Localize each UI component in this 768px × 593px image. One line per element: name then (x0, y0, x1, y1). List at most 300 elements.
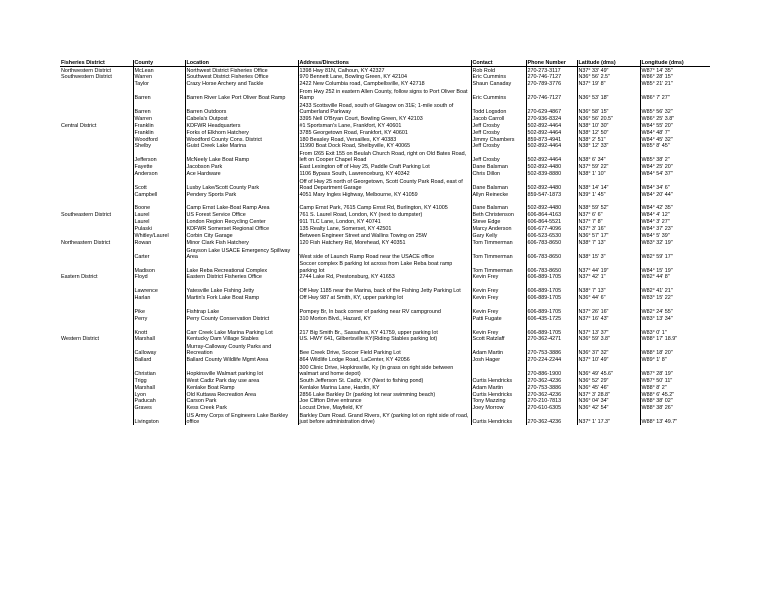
phone-cell: 606-435-1725 (526, 315, 577, 322)
location-cell: Grayson Lake USACE Emergency Spillway Area (185, 246, 298, 260)
address-cell (298, 322, 471, 329)
phone-cell (526, 301, 577, 308)
address-cell: US. HWY 641, Gilbertsville KY(Riding Stables parking lot) (298, 336, 471, 343)
longitude-cell: W85° 8' 45" (641, 143, 670, 150)
table-row (60, 343, 710, 357)
contact-cell: Dane Balsman (471, 163, 526, 170)
latitude-cell: N37° 13' 37" (577, 329, 640, 336)
location-cell: Northwest District Fisheries Office (185, 67, 298, 74)
latitude-cell: N36° 04' 34" (577, 398, 640, 405)
location-cell: KDFWR Somerset Regional Office (185, 225, 298, 232)
phone-cell: 270-362-4236 (526, 412, 577, 426)
table-row (60, 329, 710, 336)
phone-cell: 270-629-4867 (526, 101, 577, 115)
location-cell: Barren River Lake Port Oliver Boat Ramp (185, 88, 298, 102)
district-cell (60, 322, 133, 329)
county-cell: Graves (133, 405, 185, 412)
latitude-cell: N38° 10' 30" (577, 122, 640, 129)
district-cell: Southeastern District (60, 212, 133, 219)
longitude-cell: W83° 15' 22" (641, 295, 673, 302)
longitude-cell: W88° 38' 26" (641, 405, 673, 412)
address-cell: 2422 New Columbia road, Campbellsville, KY 42718 (298, 81, 471, 88)
longitude-cell: W84° 37' 23" (641, 226, 673, 233)
phone-cell: 606-523-6530 (526, 232, 577, 239)
latitude-cell: N36° 44' 6" (577, 294, 640, 301)
district-cell (60, 294, 133, 301)
location-cell: Camp Ernst Lake-Boat Ramp Area (185, 198, 298, 212)
district-cell (60, 398, 133, 405)
district-cell: Northwestern District (60, 67, 133, 74)
county-cell: Whitley/Laurel (133, 232, 185, 239)
county-cell: Franklin (133, 122, 185, 129)
longitude-cell: W88° 13' 49.7" (641, 419, 678, 426)
longitude-cell: W82° 24' 55" (641, 308, 673, 315)
county-cell: Franklin (133, 129, 185, 136)
contact-cell: Jimmy Chambers (471, 136, 526, 143)
county-cell: Anderson (133, 170, 185, 177)
latitude-cell: N39° 1' 45" (577, 191, 640, 198)
longitude-cell: W84° 45' 32" (641, 136, 673, 143)
district-cell (60, 143, 133, 150)
phone-cell: 606-864-5521 (526, 219, 577, 226)
phone-cell: 270-746-7127 (526, 74, 577, 81)
longitude-cell: W84° 34' 6" (641, 184, 670, 191)
contact-cell: Rob Rold (471, 67, 526, 74)
table-row (60, 315, 710, 322)
latitude-cell: N37° 16' 43" (577, 315, 640, 322)
district-cell: Eastern District (60, 274, 133, 281)
spacer-row (60, 301, 710, 308)
contact-cell: Scott Ratzlaff (471, 336, 526, 343)
district-cell (60, 315, 133, 322)
longitude-cell: W82° 44' 8" (641, 274, 670, 281)
district-cell (60, 384, 133, 391)
phone-cell: 270-273-3117 (526, 67, 577, 74)
location-cell (185, 301, 298, 308)
county-cell: Fayette (133, 163, 185, 170)
contact-cell: Tom Timmerman (471, 239, 526, 246)
phone-cell: 270-936-8324 (526, 115, 577, 122)
contact-cell: Gary Kelly (471, 232, 526, 239)
county-cell (133, 301, 185, 308)
district-cell (60, 356, 133, 363)
location-cell: Lusby Lake/Scott County Park (185, 177, 298, 191)
county-cell: Carter (133, 246, 185, 260)
longitude-cell: W83° 0' 1" (641, 329, 667, 336)
district-cell (60, 308, 133, 315)
county-cell: Lawrence (133, 281, 185, 295)
longitude-cell: W89° 1' 8" (641, 357, 667, 364)
contact-cell: Jeff Crosby (471, 150, 526, 164)
contact-cell: Eric Cummins (471, 74, 526, 81)
longitude-cell: W84° 15' 19" (641, 267, 673, 274)
table-row (60, 336, 710, 343)
address-cell: 310 Morton Blvd., Hazard, KY (298, 315, 471, 322)
phone-cell: 270-362-4236 (526, 377, 577, 384)
district-cell (60, 232, 133, 239)
address-cell (298, 301, 471, 308)
latitude-cell: N37° 33' 49" (577, 67, 640, 74)
address-cell: Between Engineer Street and Wallins Towing on 25W (298, 232, 471, 239)
location-cell (185, 322, 298, 329)
location-cell: McNeely Lake Boat Ramp (185, 150, 298, 164)
address-cell: 4051 Mary Ingles Highway, Melbourne, KY 41059 (298, 191, 471, 198)
address-cell: 135 Realty Lane, Somerset, KY 42501 (298, 225, 471, 232)
location-cell: Barren Outdoors (185, 101, 298, 115)
latitude-cell: N37° 1' 17.3" (577, 412, 640, 426)
longitude-cell (640, 301, 710, 308)
district-cell: Western District (60, 336, 133, 343)
table-row (60, 239, 710, 246)
phone-cell: 606-677-4096 (526, 225, 577, 232)
county-cell: Rowan (133, 239, 185, 246)
contact-cell: Kevin Frey (471, 329, 526, 336)
county-cell: Barren (133, 88, 185, 102)
header-cell: Address/Directions (298, 60, 471, 67)
table-row (60, 67, 710, 74)
county-cell: Jefferson (133, 150, 185, 164)
location-cell: Fishtrap Lake (185, 308, 298, 315)
location-cell: Crazy Horse Archery and Tackle (185, 81, 298, 88)
phone-cell: 270-753-3886 (526, 384, 577, 391)
table-row (60, 191, 710, 198)
location-cell: Carson Park (185, 398, 298, 405)
table-row (60, 143, 710, 150)
district-cell (60, 115, 133, 122)
address-cell: 11990 Boat Dock Road, Shelbyville, KY 40065 (298, 143, 471, 150)
table-row (60, 412, 710, 426)
county-cell: Trigg (133, 377, 185, 384)
address-cell: Off Hwy 987 at Smith, KY, upper parking lot (298, 294, 471, 301)
latitude-cell: N38° 15' 3" (577, 246, 640, 260)
latitude-cell: N37° 3' 16" (577, 225, 640, 232)
address-cell: 761 S. Laurel Road, London, KY (next to dumpster) (298, 212, 471, 219)
latitude-cell: N37° 59' 22" (577, 163, 640, 170)
address-cell: 1106 Bypass South, Lawrenceburg, KY 40342 (298, 170, 471, 177)
district-cell (60, 177, 133, 191)
location-cell: Forks of Elkhorn Hatchery (185, 129, 298, 136)
location-cell: Kentucky Dam Village Stables (185, 336, 298, 343)
county-cell: Marshall (133, 384, 185, 391)
location-cell: KDFWR Headquarters (185, 122, 298, 129)
header-cell: Latitude (dms) (577, 60, 640, 67)
location-cell: Woodford County Cons. District (185, 136, 298, 143)
longitude-cell: W88° 18' 20" (641, 350, 673, 357)
longitude-cell: W85° 38' 2" (641, 157, 670, 164)
table-row (60, 308, 710, 315)
location-cell: Ballard County Wildlife Mgmt Area (185, 356, 298, 363)
phone-cell: 502-892-4464 (526, 122, 577, 129)
contact-cell: Steve Edge (471, 219, 526, 226)
spacer-row (60, 322, 710, 329)
contact-cell: Dane Balsman (471, 177, 526, 191)
phone-cell: 606-889-1705 (526, 294, 577, 301)
latitude-cell: N36° 49' 45.6" (577, 363, 640, 377)
address-cell: Locust Drive, Mayfield, KY (298, 405, 471, 412)
header-cell: Longitude (dms) (640, 60, 710, 67)
table-row (60, 391, 710, 398)
district-cell (60, 281, 133, 295)
district-cell: Central District (60, 122, 133, 129)
contact-cell: Jeff Crosby (471, 122, 526, 129)
county-cell: Paducah (133, 398, 185, 405)
longitude-cell: W84° 3' 27" (641, 219, 670, 226)
district-cell (60, 198, 133, 212)
table-row (60, 129, 710, 136)
table-row (60, 356, 710, 363)
table-row (60, 363, 710, 377)
phone-cell: 270-746-7127 (526, 88, 577, 102)
phone-cell: 606-889-1705 (526, 274, 577, 281)
county-cell: Pike (133, 308, 185, 315)
location-cell: Eastern District Fisheries Office (185, 274, 298, 281)
district-cell (60, 88, 133, 102)
location-cell: US Forest Service Office (185, 212, 298, 219)
address-cell: Pompey Br, In back corner of parking near RV campground (298, 308, 471, 315)
contact-cell: Jeff Crosby (471, 129, 526, 136)
longitude-cell: W82° 59' 17" (641, 253, 673, 260)
county-cell: Taylor (133, 81, 185, 88)
latitude-cell: N36° 52' 29" (577, 377, 640, 384)
phone-cell: 270-886-1900 (526, 363, 577, 377)
address-cell: 3395 Nell O'Bryan Court, Bowling Green, KY 42103 (298, 115, 471, 122)
location-cell: Carr Creek Lake Marina Parking Lot (185, 329, 298, 336)
district-cell (60, 391, 133, 398)
longitude-cell: W84° 42' 35" (641, 205, 673, 212)
county-cell: Shelby (133, 143, 185, 150)
longitude-cell: W84° 5' 39" (641, 233, 670, 240)
county-cell: Pulaski (133, 225, 185, 232)
longitude-cell: W84° 25' 20" (641, 164, 673, 171)
county-cell: Woodford (133, 136, 185, 143)
phone-cell: 502-892-4464 (526, 150, 577, 164)
latitude-cell: N38° 7' 13" (577, 239, 640, 246)
latitude-cell: N37° 26' 16" (577, 308, 640, 315)
contact-cell: Tom Timmerman (471, 246, 526, 260)
table-row (60, 274, 710, 281)
district-cell (60, 191, 133, 198)
district-cell (60, 260, 133, 274)
longitude-cell: W86° 7' 27" (641, 95, 670, 102)
contact-cell: Tony Mazzing (471, 398, 526, 405)
phone-cell: 859-873-4941 (526, 136, 577, 143)
phone-cell: 606-889-1705 (526, 329, 577, 336)
contact-cell (471, 363, 526, 377)
address-cell: 3785 Georgetown Road, Frankfort, KY 40601 (298, 129, 471, 136)
longitude-cell: W82° 41' 21" (641, 288, 673, 295)
address-cell: South Jefferson St. Cadiz, KY (Next to fishing pond) (298, 377, 471, 384)
latitude-cell: N36° 57' 17" (577, 232, 640, 239)
latitude-cell: N38° 7' 13" (577, 281, 640, 295)
contact-cell: Dane Balsman (471, 198, 526, 212)
county-cell: Perry (133, 315, 185, 322)
county-cell: McLean (133, 67, 185, 74)
address-cell: 911 TLC Lane, London, KY 40741 (298, 219, 471, 226)
longitude-cell: W87° 50' 11" (641, 377, 673, 384)
contact-cell (471, 322, 526, 329)
district-cell (60, 101, 133, 115)
table-row (60, 122, 710, 129)
latitude-cell: N38° 12' 33" (577, 143, 640, 150)
address-cell: Kenlake Marina Lane, Hardin, KY (298, 384, 471, 391)
location-cell: Kess Creek Park (185, 405, 298, 412)
district-cell (60, 363, 133, 377)
county-cell: Lyon (133, 391, 185, 398)
contact-cell: Curtis Hendricks (471, 377, 526, 384)
contact-cell: Patti Fugate (471, 315, 526, 322)
latitude-cell: N38° 59' 52" (577, 198, 640, 212)
latitude-cell: N37° 6' 6" (577, 212, 640, 219)
contact-cell: Kevin Frey (471, 308, 526, 315)
latitude-cell: N36° 53' 18" (577, 88, 640, 102)
longitude-cell: W84° 4' 12" (641, 212, 670, 219)
table-row (60, 219, 710, 226)
longitude-cell: W85° 56' 32" (641, 108, 673, 115)
latitude-cell: N36° 37' 32" (577, 343, 640, 357)
county-cell: Laurel (133, 219, 185, 226)
table-row (60, 115, 710, 122)
latitude-cell: N37° 3' 28.8" (577, 391, 640, 398)
location-cell: Guist Creek Lake Marina (185, 143, 298, 150)
location-cell: Old Kuttawa Recreation Area (185, 391, 298, 398)
table-row (60, 384, 710, 391)
contact-cell: Eric Cummins (471, 88, 526, 102)
county-cell: Livingston (133, 412, 185, 426)
location-cell: Jacobson Park (185, 163, 298, 170)
district-cell (60, 136, 133, 143)
address-cell: Joe Clifton Drive entrance (298, 398, 471, 405)
latitude-cell: N38° 6' 34" (577, 150, 640, 164)
district-cell (60, 246, 133, 260)
contact-cell: Allyn Reinecke (471, 191, 526, 198)
county-cell: Harlan (133, 294, 185, 301)
location-cell: West Cadiz Park day use area (185, 377, 298, 384)
latitude-cell: N38° 12' 50" (577, 129, 640, 136)
address-cell: 180 Beasley Road, Versailles, KY 40383 (298, 136, 471, 143)
district-cell (60, 81, 133, 88)
latitude-cell: N36° 59' 3.8" (577, 336, 640, 343)
table-row (60, 81, 710, 88)
location-cell: Martin's Fork Lake Boat Ramp (185, 294, 298, 301)
county-cell: Boone (133, 198, 185, 212)
phone-cell: 270-610-6305 (526, 405, 577, 412)
location-cell: Murray-Calloway County Parks and Recreation (185, 343, 298, 357)
location-cell: Pendery Sports Park (185, 191, 298, 198)
contact-cell: Tom Timmerman (471, 260, 526, 274)
latitude-cell: N36° 56' 2.5" (577, 74, 640, 81)
district-cell (60, 150, 133, 164)
longitude-cell: W85° 21' 21" (641, 81, 673, 88)
table-row (60, 74, 710, 81)
table-row (60, 281, 710, 295)
district-cell (60, 225, 133, 232)
latitude-cell: N37° 44' 19" (577, 260, 640, 274)
table-row (60, 198, 710, 212)
district-cell: Northeastern District (60, 239, 133, 246)
latitude-cell: N38° 1' 10" (577, 170, 640, 177)
phone-cell: 270-753-3886 (526, 343, 577, 357)
table-row (60, 225, 710, 232)
phone-cell: 606-889-1705 (526, 308, 577, 315)
district-cell (60, 219, 133, 226)
address-cell: 2744 Lake Rd, Prestonsburg, KY 41653 (298, 274, 471, 281)
district-cell (60, 329, 133, 336)
address-cell: 1398 Hwy 81N, Calhoun, KY 42327 (298, 67, 471, 74)
address-cell: Soccer complex B parking lot across from Lake Reba boat ramp parking lot (298, 260, 471, 274)
longitude-cell: W84° 54' 37" (641, 170, 673, 177)
district-cell (60, 163, 133, 170)
location-cell: Perry County Conservation District (185, 315, 298, 322)
header-cell: Contact (471, 60, 526, 67)
address-cell: Camp Ernst Park, 7615 Camp Ernst Rd, Burlington, KY 41005 (298, 198, 471, 212)
latitude-cell: N38° 2' 51" (577, 136, 640, 143)
county-cell: Scott (133, 177, 185, 191)
phone-cell: 270-210-7813 (526, 398, 577, 405)
address-cell: East Lexington off of Hwy 25, Paddle Craft Parking Lot (298, 163, 471, 170)
location-cell: Southwest District Fisheries Office (185, 74, 298, 81)
longitude-cell: W83° 13' 34" (641, 315, 673, 322)
location-cell: London Region Recycling Center (185, 219, 298, 226)
table-row (60, 101, 710, 115)
address-cell: 300 Clinic Drive, Hopkinsville, Ky (in grass on right side between walmart and home depot) (298, 363, 471, 377)
contact-cell: Todd Logsdon (471, 101, 526, 115)
contact-cell: Kevin Frey (471, 274, 526, 281)
phone-cell: 859-547-1873 (526, 191, 577, 198)
county-cell: Floyd (133, 274, 185, 281)
contact-cell: Adam Martin (471, 384, 526, 391)
longitude-cell: W86° 25' 3.8" (641, 115, 675, 122)
phone-cell: 606-783-8650 (526, 239, 577, 246)
spreadsheet-page (60, 60, 710, 425)
address-cell: West side of Launch Ramp Road near the USACE office (298, 246, 471, 260)
location-cell: Kenlake Boat Ramp (185, 384, 298, 391)
contact-cell: Adam Martin (471, 343, 526, 357)
phone-cell (526, 322, 577, 329)
header-cell: Location (185, 60, 298, 67)
district-cell (60, 170, 133, 177)
location-cell: Cabela's Outpost (185, 115, 298, 122)
phone-cell: 502-892-4480 (526, 177, 577, 191)
phone-cell: 502-892-4464 (526, 129, 577, 136)
table-row (60, 150, 710, 164)
latitude-cell (577, 301, 640, 308)
county-cell: Barren (133, 101, 185, 115)
header-cell: Phone Number (526, 60, 577, 67)
table-row (60, 246, 710, 260)
address-cell: Off of Hwy 25 north of Georgetown, Scott County Park Road, east of Road Department Garage (298, 177, 471, 191)
table-row (60, 163, 710, 170)
district-cell (60, 343, 133, 357)
address-cell: 120 Fish Hatchery Rd, Morehead, KY 40351 (298, 239, 471, 246)
address-cell: Bee Creek Drive, Soccer Field Parking Lot (298, 343, 471, 357)
county-cell: Marshall (133, 336, 185, 343)
longitude-cell: W87° 28' 19" (641, 370, 673, 377)
header-cell: County (133, 60, 185, 67)
address-cell: 217 Big Smith Br., Sassafras, KY 41759, upper parking lot (298, 329, 471, 336)
location-cell: US Army Corps of Engineers Lake Barkley office (185, 412, 298, 426)
longitude-cell: W84° 20' 44" (641, 191, 673, 198)
contact-cell: Josh Hager (471, 356, 526, 363)
latitude-cell: N37° 19' 8" (577, 81, 640, 88)
table-row (60, 398, 710, 405)
address-cell: Barkley Dam Road. Grand Rivers, KY (parking lot on right side of road, just before administration drive) (298, 412, 471, 426)
county-cell: Ballard (133, 356, 185, 363)
table-row (60, 377, 710, 384)
table-row (60, 232, 710, 239)
latitude-cell: N38° 14' 14" (577, 177, 640, 191)
phone-cell: 606-783-8650 (526, 260, 577, 274)
contact-cell: Chris Dillon (471, 170, 526, 177)
